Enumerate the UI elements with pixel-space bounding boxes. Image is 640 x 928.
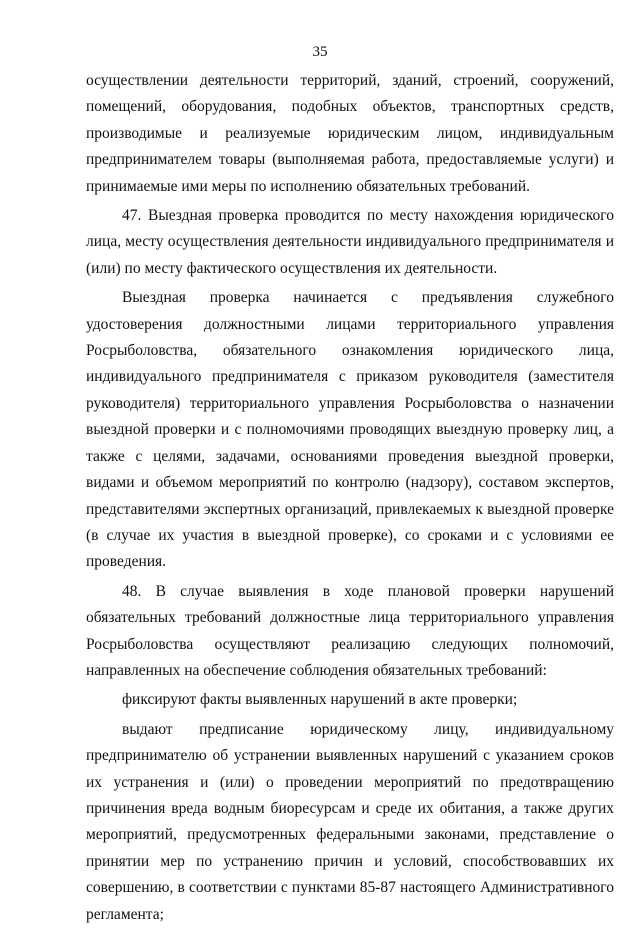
paragraph-47: 47. Выездная проверка проводится по месту нахождения юридического лица, месту осуществления деятельности индивидуального предпринимателя и (или) по месту фактического осуществления их деятельности. [86, 207, 614, 277]
list-item-issue-order: выдают предписание юридическому лицу, индивидуальному предпринимателю об устранении выявленных нарушений с указанием сроков их устранения и (или) о проведении мероприятий по предотвращению причинения вреда водным биоресурсам и среде их обитания, а также других мероприятий, предусмотренных федеральными законами, представление о принятии мер по устранению причин и условий, способствовавших их совершению, в соответствии с пунктами 85-87 настоящего Административного регламента; [86, 720, 614, 923]
paragraph-continuation: осуществлении деятельности территорий, зданий, строений, сооружений, помещений, оборудования, подобных объектов, транспортных средств, производимые и реализуемые юридическим лицом, индивидуальным предпринимателем товары (выполняемая работа, предоставляемые услуги) и принимаемые ими меры по исполнению обязательных требований. [86, 72, 614, 195]
page-number: 35 [312, 44, 328, 60]
paragraph-onsite-inspection-start: Выездная проверка начинается с предъявления служебного удостоверения должностными лицами территориального управления Росрыболовства, обязательного ознакомления юридического лица, индивидуального предпринимателя с приказом руководителя (заместителя руководителя) территориального управления Росрыболовства о назначении выездной проверки и с полномочиями проводящих выездную проверку лиц, а также с целями, задачами, основаниями проведения выездной проверки, видами и объемом мероприятий по контролю (надзору), составом экспертов, представителями экспертных организаций, привлекаемых к выездной проверке (в случае их участия в выездной проверке), со сроками и с условиями ее проведения. [86, 289, 614, 571]
paragraph-48: 48. В случае выявления в ходе плановой проверки нарушений обязательных требований должностные лица территориального управления Росрыболовства осуществляют реализацию следующих полномочий, направленных на обеспечение соблюдения обязательных требований: [86, 582, 614, 679]
document-body [86, 68, 614, 928]
list-item-record-violations: фиксируют факты выявленных нарушений в акте проверки; [122, 691, 518, 709]
